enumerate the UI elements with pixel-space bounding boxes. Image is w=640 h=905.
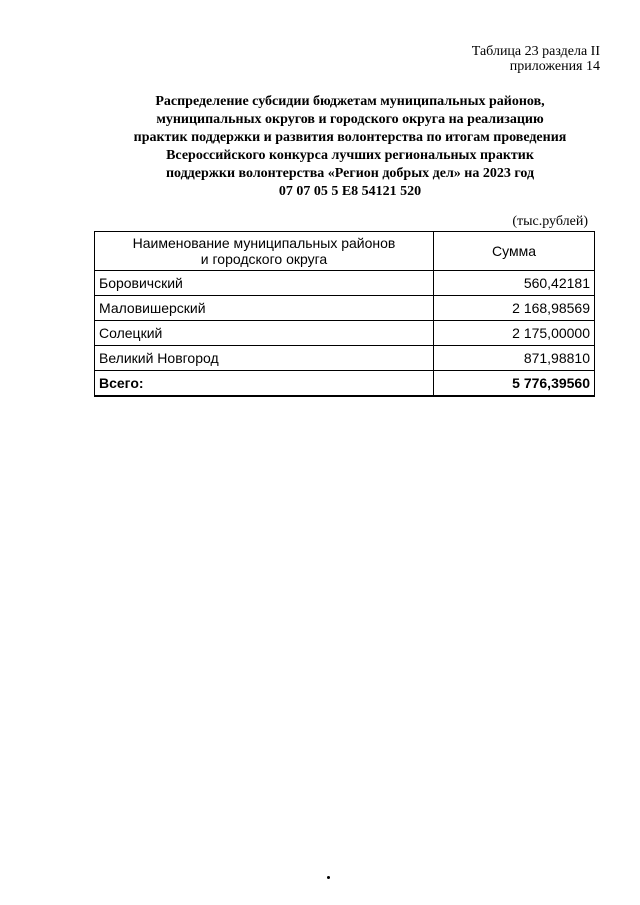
district-amount: 2 175,00000	[434, 321, 595, 346]
title-line: Распределение субсидии бюджетам муниципальных районов,	[155, 94, 545, 109]
document-title	[60, 93, 640, 201]
title-line: практик поддержки и развития волонтерства по итогам проведения	[133, 130, 567, 145]
table-row	[95, 271, 595, 296]
total-label: Всего:	[95, 371, 434, 397]
title-line: муниципальных округов и городского округа на реализацию	[156, 112, 544, 127]
column-header-amount: Сумма	[434, 232, 595, 271]
column-header-name	[95, 232, 434, 271]
table-header-row	[95, 232, 595, 271]
budget-code-line: 07 07 05 5 Е8 54121 520	[278, 184, 422, 199]
district-name: Боровичский	[95, 271, 434, 296]
district-amount: 560,42181	[434, 271, 595, 296]
units-label: (тыс.рублей)	[512, 214, 588, 229]
column-header-name-line2: и городского округа	[200, 251, 328, 267]
district-amount: 2 168,98569	[434, 296, 595, 321]
district-name: Маловишерский	[95, 296, 434, 321]
table-row	[95, 321, 595, 346]
table-row	[95, 296, 595, 321]
district-name: Солецкий	[95, 321, 434, 346]
district-amount: 871,98810	[434, 346, 595, 371]
district-name: Великий Новгород	[95, 346, 434, 371]
title-line: Всероссийского конкурса лучших региональных практик	[166, 148, 534, 163]
total-amount: 5 776,39560	[434, 371, 595, 397]
page-dot-mark	[327, 876, 330, 879]
title-line: поддержки волонтерства «Регион добрых дел» на 2023 год	[165, 166, 535, 181]
total-row	[95, 371, 595, 397]
table-reference-line1: Таблица 23 раздела II	[471, 44, 600, 59]
table-reference	[472, 44, 600, 74]
subsidy-table	[94, 231, 595, 397]
column-header-name-line1: Наименование муниципальных районов	[132, 235, 396, 251]
table-reference-line2: приложения 14	[509, 59, 600, 74]
table-row	[95, 346, 595, 371]
